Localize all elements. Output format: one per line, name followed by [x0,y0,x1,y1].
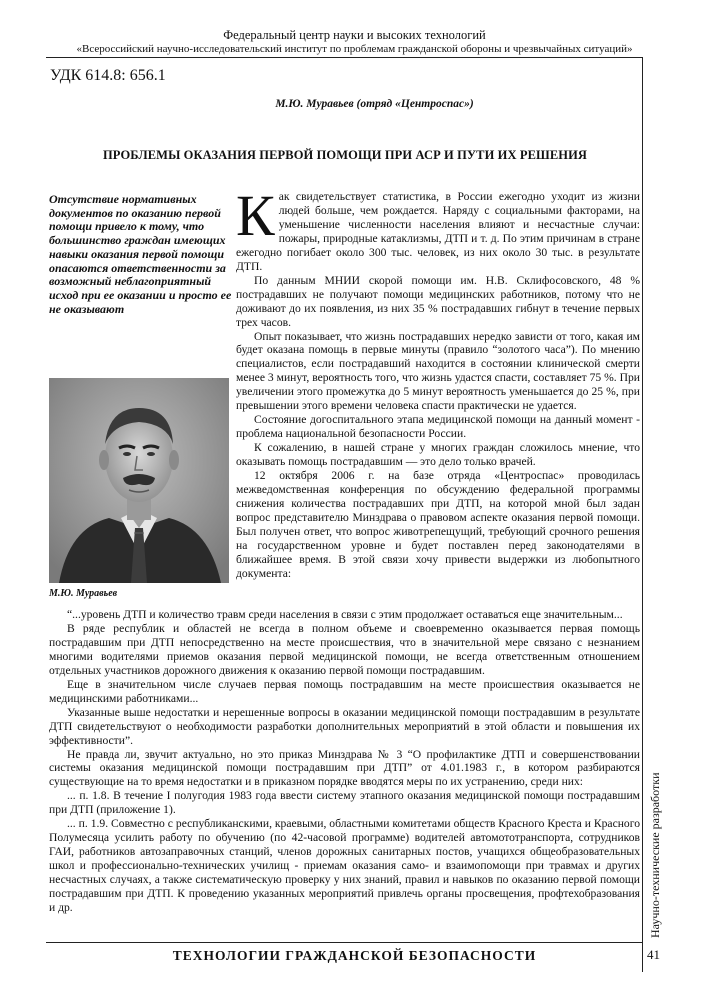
section-label: Научно-технические разработки [648,772,662,938]
author-photo [49,378,229,583]
quote-paragraph: “...уровень ДТП и количество травм среди населения в связи с этим продолжает оставаться еще значительным... [67,608,623,621]
paragraph: Опыт показывает, что жизнь пострадавших нередко зависти от того, какая им будет оказана помощь в первые минуты (правило “золотого часа”). По мнению специалистов, если пострадавший находится в состоянии клинической смерти менее 3 минут, вероятность того, что жизнь удастся спасти, составляет 75 %. При увеличении этого промежутка до 5 минут вероятность уменьшается до 25 %, при превышении этого времени человека спасти практически не удается. [236,329,640,413]
paragraph: Не правда ли, звучит актуально, но это приказ Минздрава № 3 “О профилактике ДТП и совершенствовании системы оказания медицинской помощи пострадавшим при ДТП” от 4.01.1983 г., в котором разбираются существующие на то время недостатки и в приказном порядке вводятся меры по их устранению, среди них: [49,747,640,789]
quote-paragraph: В ряде республик и областей не всегда в полном объеме и своевременно оказывается первая помощь пострадавшим при ДТП непосредственно на месте происшествия, что в значительной мере связано с незнанием многими водителями приемов оказания первой медицинской помощи, не всегда ответственным отношением отдельных участников дорожного движения к оказанию первой помощи пострадавшим. [49,621,640,677]
header-rule [46,57,642,58]
paragraph: Как свидетельствует статистика, в России ежегодно уходит из жизни людей больше, чем рождается. Наряду с социальными факторами, на уменьшение численности населения влияют и несчастные случаи: пожары, природные катаклизмы, ДТП и т. д. По этим причинам в стране ежегодно погибает около 300 тыс. человек, из них около 30 тыс. в результате ДТП. [236,183,640,273]
margin-vertical-rule [642,57,643,972]
drop-cap: К [236,183,275,248]
header-institute-name: «Всероссийский научно-исследовательский институт по проблемам гражданской обороны и чрезвычайных ситуаций» [76,43,633,55]
photo-caption: М.Ю. Муравьев [49,588,118,599]
article-title: ПРОБЛЕМЫ ОКАЗАНИЯ ПЕРВОЙ ПОМОЩИ ПРИ АСР И ПУТИ ИХ РЕШЕНИЯ [102,148,588,162]
quote-paragraph: Еще в значительном числе случаев первая помощь пострадавшим на месте происшествия оказывается не медицинскими работниками... [49,677,640,705]
article-body-full-width [49,608,640,915]
quote-paragraph: Указанные выше недостатки и нерешенные вопросы в оказании медицинской помощи пострадавшим в результате ДТП свидетельствуют о необходимости разработки дополнительных мероприятий в этой области и повышения их эффективности”. [49,705,640,747]
journal-title: ТЕХНОЛОГИИ ГРАЖДАНСКОЙ БЕЗОПАСНОСТИ [172,948,537,963]
article-abstract: Отсутствие нормативных документов по оказанию первой помощи привело к тому, что большинство граждан имеющих навыки оказания первой помощи опасаются ответственности за возможный неблагоприятный исход при ее оказании и просто ее не оказывают [49,192,232,316]
paragraph: 12 октября 2006 г. на базе отряда «Центроспас» проводилась межведомственная конференция по обсуждению федеральной программы снижения количества пострадавших при ДТП, на которой мной был задан вопрос представителю Минздрава о правовом аспекте оказания первой помощи. Был получен ответ, что вопрос животрепещущий, требующий срочного решения на государственном уровне и будет поставлен перед законодателями в ближайшее время. В этой связи хочу привести выдержки из любопытного документа: [236,469,640,580]
footer-rule [46,942,642,943]
paragraph: ... п. 1.9. Совместно с республиканскими, краевыми, областными комитетами обществ Красного Креста и Красного Полумесяца усилить работу по обучению (по 42-часовой программе) водителей автомототранспорта, сотрудников ГАИ, работников автозаправочных станций, членов дорожных санитарных постов, учащихся общеобразовательных школ и профессионально-технических училищ - приемам оказания само- и взаимопомощи при травмах и других несчастных случаях, а также систематическую проверку у них знаний, правил и навыков по оказанию первой помощи пострадавшим при ДТП. К проведению указанных мероприятий привлечь органы просвещения, профтехобразования и др. [49,817,640,915]
paragraph: К сожалению, в нашей стране у многих граждан сложилось мнение, что оказывать помощь пострадавшим — это дело только врачей. [236,441,640,469]
paragraph: Состояние догоспитального этапа медицинской помощи на данный момент - проблема национальной безопасности России. [236,413,640,441]
article-author: М.Ю. Муравьев (отряд «Центроспас») [275,98,474,110]
paragraph: По данным МНИИ скорой помощи им. Н.В. Склифосовского, 48 % пострадавших не получают помощи медицинских работников, потому что не доживают до их появления, из них 35 % пострадавших гибнут в течение первых трех часов. [236,273,640,329]
page-number: 41 [647,947,660,962]
udk-code: УДК 614.8: 656.1 [50,67,166,84]
paragraph: ... п. 1.8. В течение I полугодия 1983 года ввести систему этапного оказания медицинской помощи пострадавшим при ДТП (приложение 1). [49,789,640,817]
article-body-column [236,183,640,581]
header-institution-line: Федеральный центр науки и высоких технологий [223,28,486,42]
